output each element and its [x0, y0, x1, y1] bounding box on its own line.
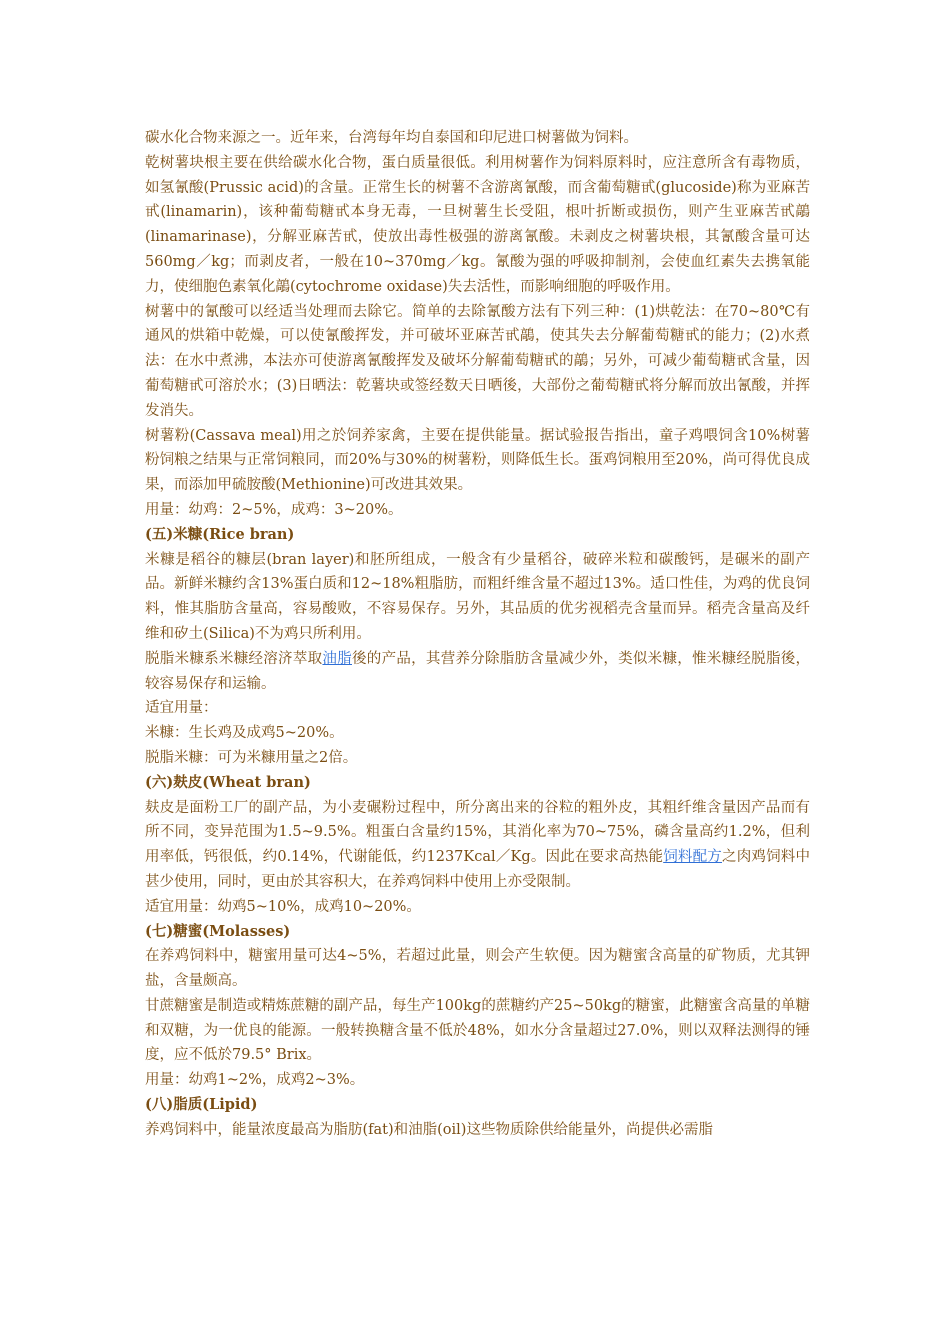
- paragraph-sugarcane-molasses: 甘蔗糖蜜是制造或精炼蔗糖的副产品，每生产100kg的蔗糖约产25~50kg的糖蜜，此糖蜜含高量的单糖和双糖，为一优良的能源。一般转换糖含量不低於48%，如水分含量超过27.0%，则以双释法测得的锤度，应不低於79.5° Brix。: [145, 997, 810, 1064]
- text-segment: 之肉鸡饲料中甚少使用，同时，更由於其容积大，在养鸡饲料中使用上亦受限制。: [145, 849, 811, 890]
- document-page: [145, 126, 810, 1143]
- paragraph-rice-bran-dosage: 米糠：生长鸡及成鸡5~20%。: [145, 725, 344, 742]
- paragraph-rice-bran-description: 米糠是稻谷的糠层(bran layer)和胚所组成，一般含有少量稻谷，破碎米粒和碳酸钙，是碾米的副产品。新鲜米糠约含13%蛋白质和12~18%粗脂肪，而粗纤维含量不超过13%。适口性佳，为鸡的优良饲料，惟其脂肪含量高，容易酸败，不容易保存。另外，其品质的优劣视稻壳含量而异。稻壳含量高及纤维和矽土(Silica)不为鸡只所利用。: [145, 551, 810, 642]
- paragraph-dried-cassava-toxicity: 乾树薯块根主要在供给碳水化合物，蛋白质量很低。利用树薯作为饲料原料时，应注意所含有毒物质，如氢氰酸(Prussic acid)的含量。正常生长的树薯不含游离氰酸，而含葡萄糖甙(glucoside)称为亚麻苦甙(linamarin)，该种葡萄糖甙本身无毒，一旦树薯生长受阻，根叶折断或损伤，则产生亚麻苦甙鶮(linamarinase)，分解亚麻苦甙，使放出毒性极强的游离氰酸。未剥皮之树薯块根，其氰酸含量可达560mg／kg；而剥皮者，一般在10~370mg／kg。氰酸为强的呼吸抑制剂，会使血红素失去携氧能力，使细胞色素氧化鶮(cytochrome oxidase)失去活性，而影响细胞的呼吸作用。: [145, 154, 810, 295]
- link-oil-fat[interactable]: 油脂: [322, 650, 352, 667]
- paragraph-wheat-bran-dosage: 适宜用量：幼鸡5~10%，成鸡10~20%。: [145, 898, 421, 915]
- section-heading-rice-bran: (五)米糠(Rice bran): [145, 525, 295, 543]
- paragraph-defatted-rice-bran: [145, 647, 810, 697]
- section-heading-molasses: (七)糖蜜(Molasses): [145, 922, 291, 940]
- paragraph-cyanide-removal-methods: 树薯中的氰酸可以经适当处理而去除它。简单的去除氰酸方法有下列三种：(1)烘乾法：在70~80℃有通风的烘箱中乾燥，可以使氰酸挥发，并可破坏亚麻苦甙鶮，使其失去分解葡萄糖甙的能力；(2)水煮法：在水中煮沸，本法亦可使游离氰酸挥发及破坏分解葡萄糖甙的鶮；另外，可减少葡萄糖甙含量，因葡萄糖甙可溶於水；(3)日晒法：乾薯块或签经数天日晒後，大部份之葡萄糖甙将分解而放出氰酸，并挥发消失。: [145, 303, 810, 419]
- paragraph-defatted-rice-bran-dosage: 脱脂米糠：可为米糠用量之2倍。: [145, 749, 358, 766]
- paragraph-molasses-usage: 在养鸡饲料中，糖蜜用量可达4~5%，若超过此量，则会产生软便。因为糖蜜含高量的矿物质，尤其钾盐，含量颇高。: [145, 948, 810, 990]
- paragraph-cassava-intro-end: 碳水化合物来源之一。近年来，台湾每年均自泰国和印尼进口树薯做为饲料。: [145, 130, 638, 146]
- text-segment: 後的产品，其营养分除脂肪含量减少外，类似米糠，惟米糠经脱脂後，较容易保存和运输。: [145, 650, 811, 692]
- text-segment: 脱脂米糠系米糠经溶济萃取: [145, 650, 323, 667]
- paragraph-wheat-bran-description: [145, 796, 810, 895]
- paragraph-molasses-dosage: 用量：幼鸡1~2%，成鸡2~3%。: [145, 1072, 365, 1089]
- paragraph-suitable-dosage-label: 适宜用量：: [145, 700, 218, 717]
- section-heading-wheat-bran: (六)麸皮(Wheat bran): [145, 773, 311, 791]
- link-feed-formula[interactable]: 饲料配方: [663, 849, 722, 866]
- section-heading-lipid: (八)脂质(Lipid): [145, 1096, 258, 1114]
- paragraph-cassava-meal-usage: 树薯粉(Cassava meal)用之於饲养家禽，主要在提供能量。据试验报告指出，童子鸡喂饲含10%树薯粉饲粮之结果与正常饲粮同，而20%与30%的树薯粉，则降低生长。蛋鸡饲粮用至20%，尚可得优良成果，而添加甲硫胺酸(Methionine)可改进其效果。: [145, 427, 810, 494]
- paragraph-cassava-dosage: 用量：幼鸡：2~5%，成鸡：3~20%。: [145, 501, 403, 518]
- paragraph-lipid-description: 养鸡饲料中，能量浓度最高为脂肪(fat)和油脂(oil)这些物质除供给能量外，尚提供必需脂: [145, 1121, 713, 1138]
- text-segment: 麸皮是面粉工厂的副产品，为小麦碾粉过程中，所分离出来的谷粒的粗外皮，其粗纤维含量因产品而有所不同，变异范围为1.5~9.5%。粗蛋白含量约15%，其消化率为70~75%，磷含量高约1.2%，但利用率低，钙很低，约0.14%，代谢能低，约1237Kcal／Kg。因此在要求高热能: [145, 799, 810, 866]
